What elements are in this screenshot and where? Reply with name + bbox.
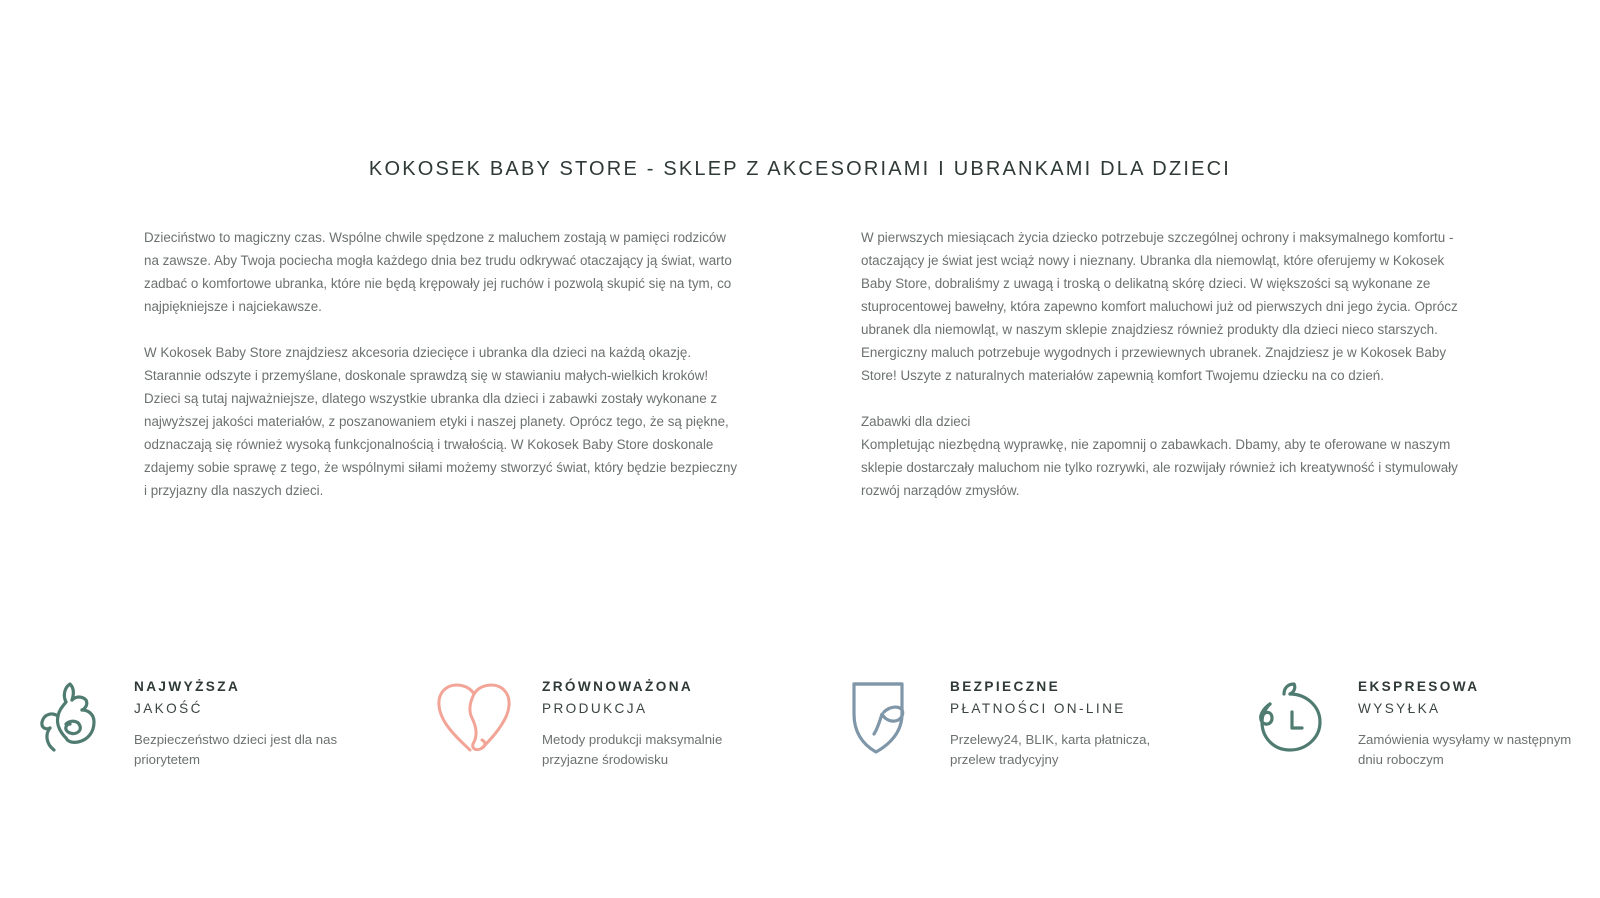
feature-description: Zamówienia wysyłamy w następnym dniu roboczym	[1358, 732, 1572, 767]
feature-subtitle: JAKOŚĆ	[134, 701, 203, 716]
feature-title: EKSPRESOWA	[1358, 679, 1480, 694]
feature-description: Przelewy24, BLIK, karta płatnicza, przelew tradycyjny	[950, 732, 1151, 767]
seo-paragraph: Zabawki dla dzieci Kompletując niezbędną wyprawkę, nie zapomnij o zabawkach. Dbamy, aby te oferowane w naszym sklepie dostarczały maluchom nie tylko rozrywki, ale rozwijały również ich kreatywność i stymulowały rozwój narządów zmysłów.	[861, 414, 1458, 498]
seo-paragraph: W Kokosek Baby Store znajdziesz akcesoria dziecięce i ubranka dla dzieci na każdą okazję. Starannie odszyte i przemyślane, doskonale sprawdzą się w stawianiu małych-wielkich kroków! Dzieci są tutaj najważniejsze, dlatego wszystkie ubranka dla dzieci i zabawki zostały wykonane z najwyższej jakości materiałów, z poszanowaniem etyki i naszej planety. Oprócz tego, że są piękne, odznaczają się również wysoką funkcjonalnością i trwałością. W Kokosek Baby Store doskonale zdajemy sobie sprawę z tego, że wspólnymi siłami możemy stworzyć świat, który będzie bezpieczny i przyjazny dla naszych dzieci.	[144, 345, 738, 498]
feature-title: ZRÓWNOWAŻONA	[542, 679, 694, 694]
feature-text	[1358, 676, 1588, 770]
feature-text	[542, 676, 782, 770]
features-bar	[0, 676, 1600, 786]
feature-text	[134, 676, 374, 770]
feature-text	[950, 676, 1190, 770]
feature-title: NAJWYŻSZA	[134, 679, 241, 694]
clock-icon	[1254, 680, 1322, 756]
seo-text-right-column	[861, 226, 1471, 525]
feature-description: Bezpieczeństwo dzieci jest dla nas priorytetem	[134, 732, 338, 767]
shield-icon	[848, 680, 916, 756]
seo-title: KOKOSEK BABY STORE - SKLEP Z AKCESORIAMI I UBRANKAMI DLA DZIECI	[368, 158, 1232, 180]
feature-title: BEZPIECZNE	[950, 679, 1061, 694]
seo-text-left-column	[144, 226, 744, 525]
seo-paragraph: W pierwszych miesiącach życia dziecko potrzebuje szczególnej ochrony i maksymalnego komfortu - otaczający je świat jest wciąż nowy i nieznany. Ubranka dla niemowląt, które oferujemy w Kokosek Baby Store, dobraliśmy z uwagą i troską o delikatną skórę dzieci. W większości są wykonane ze stuprocentowej bawełny, która zapewno komfort maluchowi już od pierwszych dni jego życia. Oprócz ubranek dla niemowląt, w naszym sklepie znajdziesz również produkty dla dzieci nieco starszych. Energiczny maluch potrzebuje wygodnych i przewiewnych ubranek. Znajdziesz je w Kokosek Baby Store! Uszyte z naturalnych materiałów zapewnią komfort Twojemu dziecku na co dzień.	[861, 230, 1458, 383]
seo-paragraph: Dzieciństwo to magiczny czas. Wspólne chwile spędzone z maluchem zostają w pamięci rodziców na zawsze. Aby Twoja pociecha mogła każdego dnia bez trudu odkrywać otaczający ją świat, warto zadbać o komfortowe ubranka, które nie będą krępowały jej ruchów i pozwolą skupić się na tym, co najpiękniejsze i najciekawsze.	[144, 230, 732, 314]
feature-description: Metody produkcji maksymalnie przyjazne środowisku	[542, 732, 723, 767]
heart-icon	[434, 680, 502, 756]
feature-subtitle: WYSYŁKA	[1358, 701, 1441, 716]
ok-hand-icon	[36, 680, 104, 756]
feature-subtitle: PRODUKCJA	[542, 701, 648, 716]
feature-subtitle: PŁATNOŚCI ON-LINE	[950, 701, 1126, 716]
